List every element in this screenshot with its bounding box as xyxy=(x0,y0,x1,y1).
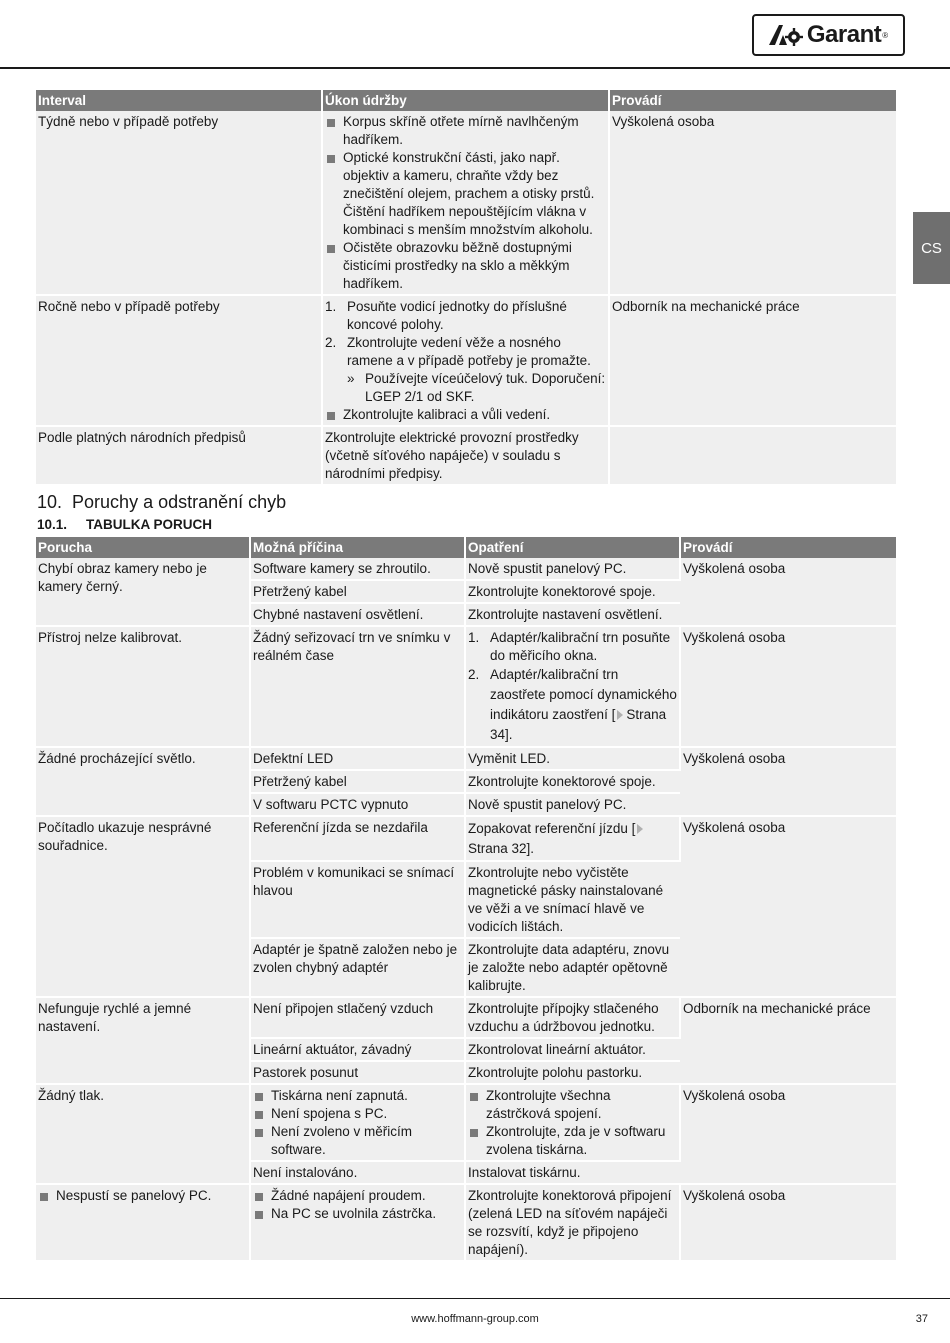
step-text: Zkontrolujte vedení věže a nosného ramene a v případě potřeby je promažte. xyxy=(347,335,591,368)
list-item xyxy=(468,665,677,745)
page-reference-icon xyxy=(617,710,623,720)
action-cell: Nově spustit panelový PC. xyxy=(465,793,680,816)
action-cell: Zkontrolujte přípojky stlačeného vzduchu a údržbovou jednotku. xyxy=(465,997,680,1038)
column-header: Možná příčina xyxy=(250,537,465,558)
list-item: Není spojena s PC. xyxy=(253,1105,462,1123)
table-row xyxy=(36,997,896,1038)
table-row xyxy=(36,111,896,295)
performer-cell: Vyškolená osoba xyxy=(609,111,896,295)
cause-cell: Lineární aktuátor, závadný xyxy=(250,1038,465,1061)
action-cell: Zkontrolujte polohu pastorku. xyxy=(465,1061,680,1084)
section-number: 10. xyxy=(37,492,63,512)
action-text: Zopakovat referenční jízdu [ xyxy=(468,821,636,836)
step-text-end: ]. xyxy=(505,727,513,742)
performer-cell: Vyškolená osoba xyxy=(680,1184,896,1261)
performer-cell: Odborník na mechanické práce xyxy=(680,997,896,1084)
task-cell xyxy=(322,111,609,295)
fault-cell: Přístroj nelze kalibrovat. xyxy=(36,626,250,747)
fault-cell: Počítadlo ukazuje nesprávné souřadnice. xyxy=(36,816,250,997)
table-header-row xyxy=(36,537,896,558)
cause-cell xyxy=(250,1184,465,1261)
cause-cell: Problém v komunikaci se snímací hlavou xyxy=(250,861,465,938)
action-cell: Instalovat tiskárnu. xyxy=(465,1161,680,1184)
action-cell: Zkontrolujte konektorová připojení (zelená LED na síťovém napáječi se rozsvítí, když je připojeno napájení). xyxy=(465,1184,680,1261)
fault-cell xyxy=(36,1184,250,1261)
language-tab: CS xyxy=(913,212,950,284)
sub-note-text: Používejte víceúčelový tuk. Doporučení: LGEP 2/1 od SKF. xyxy=(365,371,606,404)
interval-cell: Podle platných národních předpisů xyxy=(36,426,322,485)
action-cell xyxy=(465,816,680,861)
performer-cell: Vyškolená osoba xyxy=(680,1084,896,1184)
fault-cell: Žádný tlak. xyxy=(36,1084,250,1184)
subsection-heading xyxy=(37,517,212,532)
list-item: Očistěte obrazovku běžně dostupnými čisticími prostředky na sklo a měkkým hadříkem. xyxy=(325,239,606,293)
page-reference-icon xyxy=(637,824,643,834)
result-marker: » xyxy=(347,371,355,386)
cause-cell: Není instalováno. xyxy=(250,1161,465,1184)
step-text: Adaptér/kalibrační trn zaostřete pomocí dynamického indikátoru zaostření [ xyxy=(490,667,677,722)
interval-cell: Ročně nebo v případě potřeby xyxy=(36,295,322,426)
page-reference-link[interactable]: Strana 34 xyxy=(490,707,667,742)
list-item: Zkontrolujte všechna zástrčková spojení. xyxy=(468,1087,677,1123)
step-number: 2. xyxy=(325,335,337,350)
table-row xyxy=(36,1184,896,1261)
registered-mark: ® xyxy=(882,30,889,40)
subsection-title-text: TABULKA PORUCH xyxy=(86,517,212,532)
column-header: Interval xyxy=(36,90,322,111)
step-number: 2. xyxy=(468,667,480,682)
action-cell: Zkontrolujte konektorové spoje. xyxy=(465,580,680,603)
action-cell xyxy=(465,626,680,747)
column-header: Provádí xyxy=(609,90,896,111)
action-cell: Nově spustit panelový PC. xyxy=(465,558,680,580)
subsection-number: 10.1. xyxy=(37,517,68,532)
action-cell: Zkontrolujte konektorové spoje. xyxy=(465,770,680,793)
fault-cell: Nefunguje rychlé a jemné nastavení. xyxy=(36,997,250,1084)
cause-cell: Není připojen stlačený vzduch xyxy=(250,997,465,1038)
fault-cell: Žádné procházející světlo. xyxy=(36,747,250,816)
performer-cell: Vyškolená osoba xyxy=(680,747,896,816)
section-heading xyxy=(37,492,286,513)
action-cell xyxy=(465,1084,680,1161)
cause-cell: Referenční jízda se nezdařila xyxy=(250,816,465,861)
list-item: Zkontrolujte kalibraci a vůli vedení. xyxy=(325,406,606,424)
table-row xyxy=(36,295,896,426)
footer-url[interactable]: www.hoffmann-group.com xyxy=(411,1313,539,1325)
step-text: Posuňte vodicí jednotky do příslušné koncové polohy. xyxy=(347,299,567,332)
list-item xyxy=(325,298,606,334)
cause-cell: V softwaru PCTC vypnuto xyxy=(250,793,465,816)
maintenance-table xyxy=(36,90,896,486)
garant-logo-icon xyxy=(769,23,803,47)
action-cell: Zkontrolujte data adaptéru, znovu je založte nebo adaptér opětovně kalibrujte. xyxy=(465,938,680,997)
column-header: Opatření xyxy=(465,537,680,558)
column-header: Úkon údržby xyxy=(322,90,609,111)
section-title-text: Poruchy a odstranění chyb xyxy=(72,492,287,512)
cause-cell: Adaptér je špatně založen nebo je zvolen chybný adaptér xyxy=(250,938,465,997)
page-number: 37 xyxy=(915,1313,928,1325)
list-item: Není zvoleno v měřicím software. xyxy=(253,1123,462,1159)
performer-cell: Vyškolená osoba xyxy=(680,626,896,747)
performer-cell: Odborník na mechanické práce xyxy=(609,295,896,426)
action-cell: Zkontrolovat lineární aktuátor. xyxy=(465,1038,680,1061)
cause-cell: Přetržený kabel xyxy=(250,580,465,603)
list-item: Optické konstrukční části, jako např. objektiv a kameru, chraňte vždy bez znečištění olejem, prachem a otisky prstů. Čištění hadříkem nepouštějícím vlákna v kombinaci s menším množstvím alkoholu. xyxy=(325,149,606,239)
task-cell: Zkontrolujte elektrické provozní prostředky (včetně síťového napáječe) v souladu s národními předpisy. xyxy=(322,426,609,485)
action-cell: Vyměnit LED. xyxy=(465,747,680,770)
fault-table xyxy=(36,537,896,1262)
table-row xyxy=(36,816,896,861)
task-cell xyxy=(322,295,609,426)
list-item: Korpus skříně otřete mírně navlhčeným hadříkem. xyxy=(325,113,606,149)
interval-cell: Týdně nebo v případě potřeby xyxy=(36,111,322,295)
list-item: Nespustí se panelový PC. xyxy=(38,1187,247,1205)
step-text: Adaptér/kalibrační trn posuňte do měřicího okna. xyxy=(490,630,671,663)
cause-cell: Přetržený kabel xyxy=(250,770,465,793)
action-text-end: ]. xyxy=(526,841,535,856)
table-row xyxy=(36,626,896,747)
fault-cell: Chybí obraz kamery nebo je kamery černý. xyxy=(36,558,250,626)
performer-cell xyxy=(609,426,896,485)
action-cell: Zkontrolujte nastavení osvětlení. xyxy=(465,603,680,626)
brand-logo xyxy=(752,14,905,56)
cause-cell: Chybné nastavení osvětlení. xyxy=(250,603,465,626)
cause-cell xyxy=(250,1084,465,1161)
column-header: Porucha xyxy=(36,537,250,558)
action-cell: Zkontrolujte nebo vyčistěte magnetické pásky nainstalované ve věži a ve snímací hlavě ve vodicích lištách. xyxy=(465,861,680,938)
list-item: Žádné napájení proudem. xyxy=(253,1187,462,1205)
footer-rule xyxy=(0,1298,950,1299)
header-rule xyxy=(0,67,950,69)
table-header-row xyxy=(36,90,896,111)
list-item: Tiskárna není zapnutá. xyxy=(253,1087,462,1105)
cause-cell: Software kamery se zhroutilo. xyxy=(250,558,465,580)
list-item xyxy=(325,334,606,370)
page-reference-link[interactable]: Strana 32 xyxy=(468,841,527,856)
list-item: Zkontrolujte, zda je v softwaru zvolena tiskárna. xyxy=(468,1123,677,1159)
step-number: 1. xyxy=(325,299,337,314)
table-row xyxy=(36,747,896,770)
cause-cell: Pastorek posunut xyxy=(250,1061,465,1084)
cause-cell: Žádný seřizovací trn ve snímku v reálném čase xyxy=(250,626,465,747)
table-row xyxy=(36,426,896,485)
table-row xyxy=(36,1084,896,1161)
table-row xyxy=(36,558,896,580)
cause-cell: Defektní LED xyxy=(250,747,465,770)
sub-note xyxy=(325,370,606,406)
performer-cell: Vyškolená osoba xyxy=(680,558,896,626)
step-number: 1. xyxy=(468,630,480,645)
list-item: Na PC se uvolnila zástrčka. xyxy=(253,1205,462,1223)
list-item xyxy=(468,629,677,665)
performer-cell: Vyškolená osoba xyxy=(680,816,896,997)
column-header: Provádí xyxy=(680,537,896,558)
brand-name: Garant xyxy=(806,21,882,48)
